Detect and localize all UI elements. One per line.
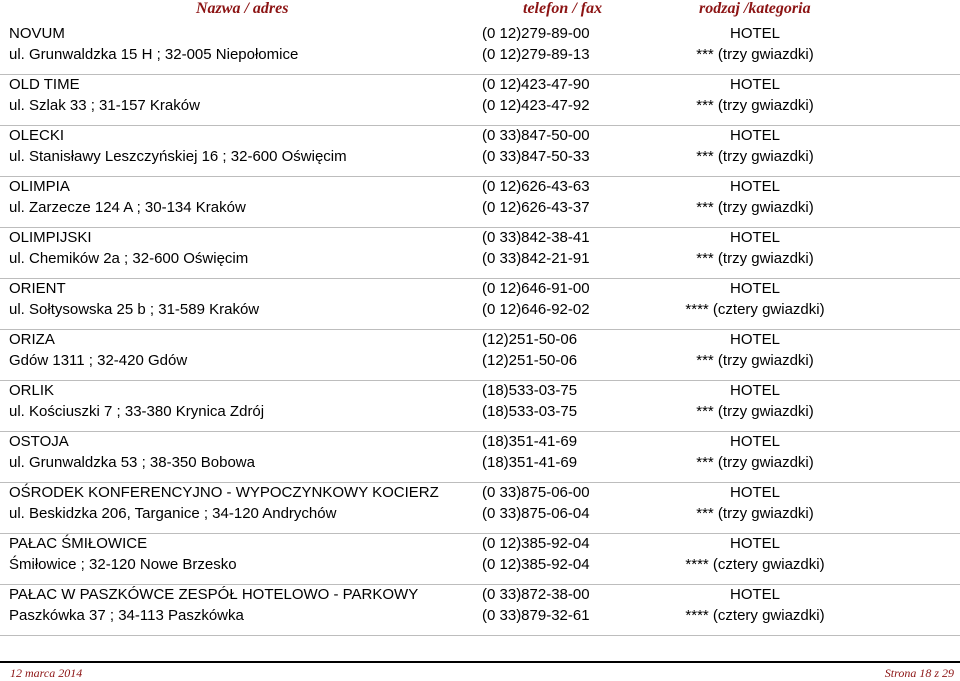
list-item — [0, 75, 960, 126]
hotel-name: OLD TIME — [9, 76, 80, 93]
hotel-address: ul. Kościuszki 7 ; 33-380 Krynica Zdrój — [9, 403, 265, 420]
hotel-type: HOTEL — [729, 280, 780, 297]
hotel-rating: **** (cztery gwiazdki) — [685, 556, 825, 573]
header-category: rodzaj /kategoria — [699, 0, 811, 17]
header-phone-fax: telefon / fax — [523, 0, 603, 17]
list-item — [0, 228, 960, 279]
hotel-phone: (0 12)423-47-90 — [482, 76, 590, 93]
hotel-name: OLIMPIJSKI — [9, 229, 92, 246]
hotel-type: HOTEL — [729, 76, 780, 93]
hotel-fax: (0 12)279-89-13 — [482, 46, 590, 63]
hotel-rating: *** (trzy gwiazdki) — [696, 352, 814, 369]
hotel-rating: *** (trzy gwiazdki) — [696, 403, 814, 420]
hotel-rating: *** (trzy gwiazdki) — [696, 505, 814, 522]
hotel-name: NOVUM — [9, 25, 65, 42]
hotel-address: Gdów 1311 ; 32-420 Gdów — [9, 352, 188, 369]
hotel-address: ul. Chemików 2a ; 32-600 Oświęcim — [9, 250, 249, 267]
hotel-type: HOTEL — [729, 535, 780, 552]
hotel-type: HOTEL — [729, 25, 780, 42]
column-header-row — [0, 0, 960, 20]
hotel-type: HOTEL — [729, 331, 780, 348]
hotel-phone: (0 33)842-38-41 — [482, 229, 590, 246]
hotel-name: ORIZA — [9, 331, 55, 348]
list-item — [0, 126, 960, 177]
hotel-rating: *** (trzy gwiazdki) — [696, 454, 814, 471]
hotel-rating: **** (cztery gwiazdki) — [685, 301, 825, 318]
hotel-rating: *** (trzy gwiazdki) — [696, 250, 814, 267]
hotel-fax: (0 33)879-32-61 — [482, 607, 590, 624]
page-footer — [0, 661, 960, 679]
hotel-rating: *** (trzy gwiazdki) — [696, 199, 814, 216]
footer-date: 12 marca 2014 — [10, 666, 83, 680]
hotel-rating: *** (trzy gwiazdki) — [696, 97, 814, 114]
hotel-phone: (0 33)875-06-00 — [482, 484, 590, 501]
hotel-rating: *** (trzy gwiazdki) — [696, 148, 814, 165]
hotel-fax: (0 12)423-47-92 — [482, 97, 590, 114]
hotel-phone: (18)533-03-75 — [482, 382, 578, 399]
hotel-name: ORLIK — [9, 382, 55, 399]
hotel-phone: (0 12)626-43-63 — [482, 178, 590, 195]
hotel-fax: (0 12)385-92-04 — [482, 556, 590, 573]
hotel-fax: (18)351-41-69 — [482, 454, 578, 471]
list-item — [0, 279, 960, 330]
hotel-fax: (0 12)626-43-37 — [482, 199, 590, 216]
list-item — [0, 24, 960, 75]
hotel-type: HOTEL — [729, 484, 780, 501]
hotel-phone: (0 12)385-92-04 — [482, 535, 590, 552]
hotel-address: ul. Grunwaldzka 53 ; 38-350 Bobowa — [9, 454, 255, 471]
hotel-phone: (0 33)847-50-00 — [482, 127, 590, 144]
hotel-name: OSTOJA — [9, 433, 69, 450]
hotel-type: HOTEL — [729, 178, 780, 195]
hotel-type: HOTEL — [729, 127, 780, 144]
hotel-name: OLIMPIA — [9, 178, 70, 195]
hotel-type: HOTEL — [729, 229, 780, 246]
page-number: Strona 18 z 29 — [884, 666, 954, 680]
hotel-address: Paszkówka 37 ; 34-113 Paszkówka — [9, 607, 244, 624]
hotel-name: PAŁAC W PASZKÓWCE ZESPÓŁ HOTELOWO - PARKOWY — [9, 586, 419, 603]
hotel-type: HOTEL — [729, 586, 780, 603]
hotel-fax: (18)533-03-75 — [482, 403, 578, 420]
list-item — [0, 177, 960, 228]
hotel-list — [0, 24, 960, 636]
list-item — [0, 432, 960, 483]
hotel-phone: (0 33)872-38-00 — [482, 586, 590, 603]
hotel-name: OŚRODEK KONFERENCYJNO - WYPOCZYNKOWY KOCIERZ — [9, 484, 439, 501]
hotel-rating: **** (cztery gwiazdki) — [685, 607, 825, 624]
hotel-name: ORIENT — [9, 280, 66, 297]
hotel-type: HOTEL — [729, 382, 780, 399]
hotel-rating: *** (trzy gwiazdki) — [696, 46, 814, 63]
hotel-type: HOTEL — [729, 433, 780, 450]
list-item — [0, 381, 960, 432]
hotel-address: ul. Sołtysowska 25 b ; 31-589 Kraków — [9, 301, 260, 318]
hotel-name: PAŁAC ŚMIŁOWICE — [9, 535, 148, 552]
list-item — [0, 585, 960, 636]
hotel-phone: (0 12)279-89-00 — [482, 25, 590, 42]
hotel-fax: (0 12)646-92-02 — [482, 301, 590, 318]
hotel-address: ul. Beskidzka 206, Targanice ; 34-120 Andrychów — [9, 505, 337, 522]
hotel-fax: (12)251-50-06 — [482, 352, 578, 369]
hotel-phone: (12)251-50-06 — [482, 331, 578, 348]
hotel-fax: (0 33)875-06-04 — [482, 505, 590, 522]
hotel-address: ul. Zarzecze 124 A ; 30-134 Kraków — [9, 199, 246, 216]
list-item — [0, 534, 960, 585]
hotel-phone: (0 12)646-91-00 — [482, 280, 590, 297]
hotel-address: ul. Szlak 33 ; 31-157 Kraków — [9, 97, 200, 114]
hotel-address: Śmiłowice ; 32-120 Nowe Brzesko — [9, 556, 237, 573]
list-item — [0, 330, 960, 381]
hotel-phone: (18)351-41-69 — [482, 433, 578, 450]
hotel-address: ul. Grunwaldzka 15 H ; 32-005 Niepołomice — [9, 46, 299, 63]
hotel-address: ul. Stanisławy Leszczyńskiej 16 ; 32-600 Oświęcim — [9, 148, 347, 165]
hotel-fax: (0 33)847-50-33 — [482, 148, 590, 165]
hotel-fax: (0 33)842-21-91 — [482, 250, 590, 267]
header-name-address: Nazwa / adres — [196, 0, 289, 17]
hotel-name: OLECKI — [9, 127, 65, 144]
list-item — [0, 483, 960, 534]
